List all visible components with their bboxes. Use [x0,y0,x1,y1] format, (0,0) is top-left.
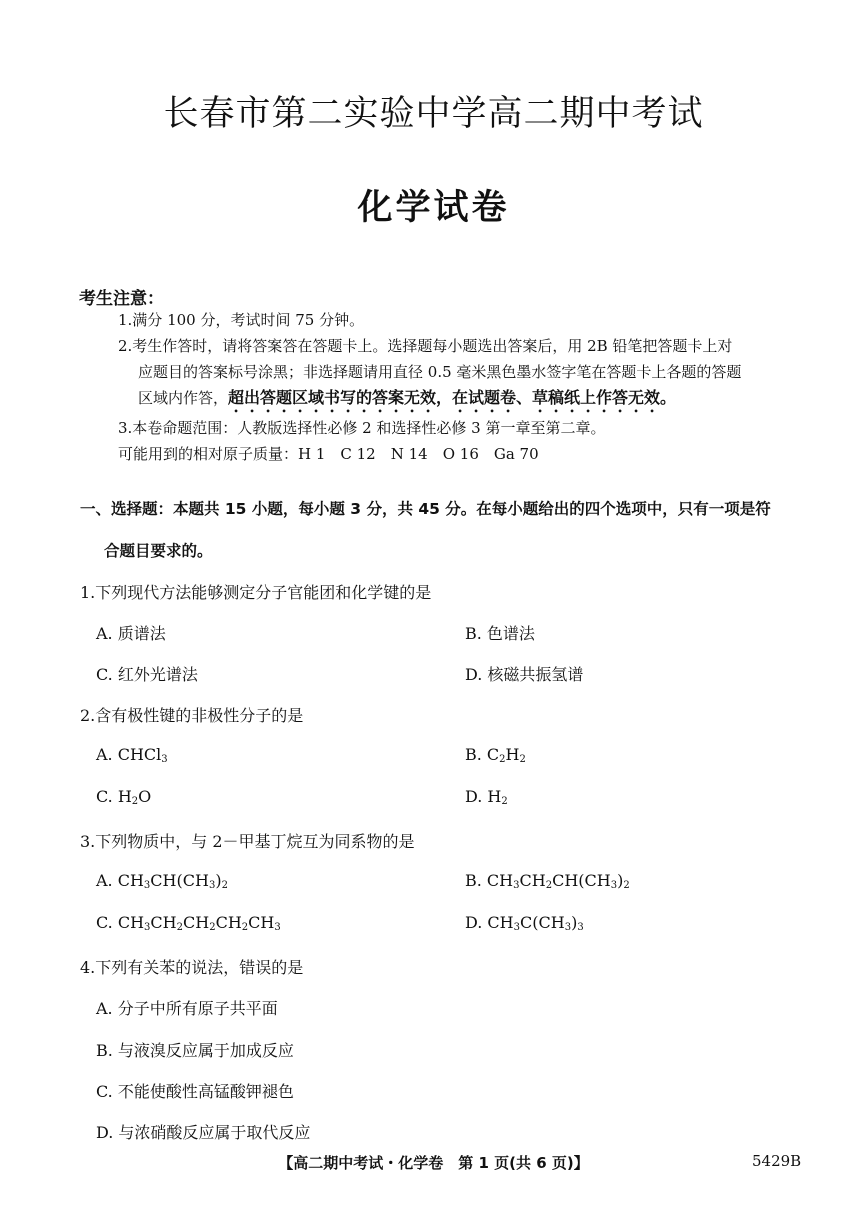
subscript: 2 [241,922,249,933]
subscript: 2 [623,880,630,891]
question-3-option-d [465,913,584,933]
question-4-option-b: B. 与液溴反应属于加成反应 [96,1041,294,1060]
page-footer: 【高二期中考试・化学卷 第 1 页(共 6 页)】 [278,1154,589,1172]
option-text: O [138,787,152,806]
subscript: 3 [513,880,520,891]
section-1-heading-line-2: 合题目要求的。 [104,542,213,560]
subscript: 3 [144,922,151,933]
subject-title: 化学试卷 [357,188,510,228]
question-2-option-a [96,745,168,765]
formula-part: CH [248,913,275,932]
formula-part: CH(CH [150,871,209,890]
question-1-option-d: D. 核磁共振氢谱 [465,665,584,684]
formula-part: CH [519,871,546,890]
notice-item-2-line-3 [138,384,676,416]
option-text: A. CHCl [96,745,162,764]
notice-item-2-prefix: 区域内作答， [138,389,229,407]
subscript: 2 [545,880,553,891]
question-2-stem: 2.含有极性键的非极性分子的是 [80,706,304,725]
subscript: 2 [499,754,506,765]
subscript: 3 [274,922,281,933]
formula-part: A. CH [96,871,144,890]
option-text: C. H [96,787,132,806]
school-exam-title: 长春市第二实验中学高二期中考试 [163,94,704,134]
formula-part: CH [215,913,242,932]
formula-part: B. CH [465,871,514,890]
formula-part: C. CH [96,913,145,932]
question-4-option-d: D. 与浓硝酸反应属于取代反应 [96,1123,311,1142]
atomic-masses: 可能用到的相对原子质量：H 1 C 12 N 14 O 16 Ga 70 [118,445,539,463]
notice-item-3: 3.本卷命题范围：人教版选择性必修 2 和选择性必修 3 第一章至第二章。 [118,419,606,437]
formula-part: D. CH [465,913,514,932]
subscript: 3 [208,880,216,891]
question-3-stem: 3.下列物质中，与 2－甲基丁烷互为同系物的是 [80,832,415,851]
question-2-option-c [96,787,151,807]
question-4-option-c: C. 不能使酸性高锰酸钾褪色 [96,1082,294,1101]
question-4-stem: 4.下列有关苯的说法，错误的是 [80,958,304,977]
subscript: 3 [143,880,151,891]
notice-item-2-line-2: 应题目的答案标号涂黑；非选择题请用直径 0.5 毫米黑色墨水签字笔在答题卡上各题的答题 [138,363,742,381]
subscript: 2 [209,922,216,933]
subscript: 2 [519,754,526,765]
formula-part: CH [150,913,177,932]
subscript: 3 [577,922,584,933]
question-1-option-a: A. 质谱法 [96,624,166,643]
subscript: 2 [501,796,508,807]
formula-part: C(CH [520,913,565,932]
paper-code: 5429B [752,1152,802,1170]
option-text: H [505,745,520,764]
formula-part: ) [617,871,624,890]
formula-part: CH(CH [552,871,611,890]
subscript: 2 [131,796,139,807]
question-1-option-c: C. 红外光谱法 [96,665,198,684]
notice-item-1: 1.满分 100 分，考试时间 75 分钟。 [118,311,365,329]
formula-part: ) [571,913,578,932]
subscript: 2 [176,922,183,933]
subscript: 3 [513,922,520,933]
option-text: D. H [465,787,502,806]
notice-emphasis-text: 超出答题区域书写的答案无效，在试题卷、草稿纸上作答无效。 [228,388,677,407]
question-1-stem: 1.下列现代方法能够测定分子官能团和化学键的是 [80,583,432,602]
formula-part: CH [183,913,210,932]
question-3-option-c [96,913,281,933]
formula-part: ) [215,871,222,890]
option-text: B. C [465,745,500,764]
notice-heading: 考生注意： [79,289,164,309]
question-4-option-a: A. 分子中所有原子共平面 [96,999,278,1018]
notice-item-2-line-1: 2.考生作答时，请将答案答在答题卡上。选择题每小题选出答案后，用 2B 铅笔把答题卡上对 [118,337,733,355]
question-2-option-b [465,745,526,765]
subscript: 3 [564,922,572,933]
subscript: 3 [610,880,618,891]
subscript: 3 [161,754,168,765]
question-1-option-b: B. 色谱法 [465,624,535,643]
subscript: 2 [221,880,228,891]
question-3-option-a [96,871,228,891]
question-3-option-b [465,871,630,891]
question-2-option-d [465,787,508,807]
section-1-heading-line-1: 一、选择题：本题共 15 小题，每小题 3 分，共 45 分。在每小题给出的四个选项中，只有一项是符 [80,500,771,518]
